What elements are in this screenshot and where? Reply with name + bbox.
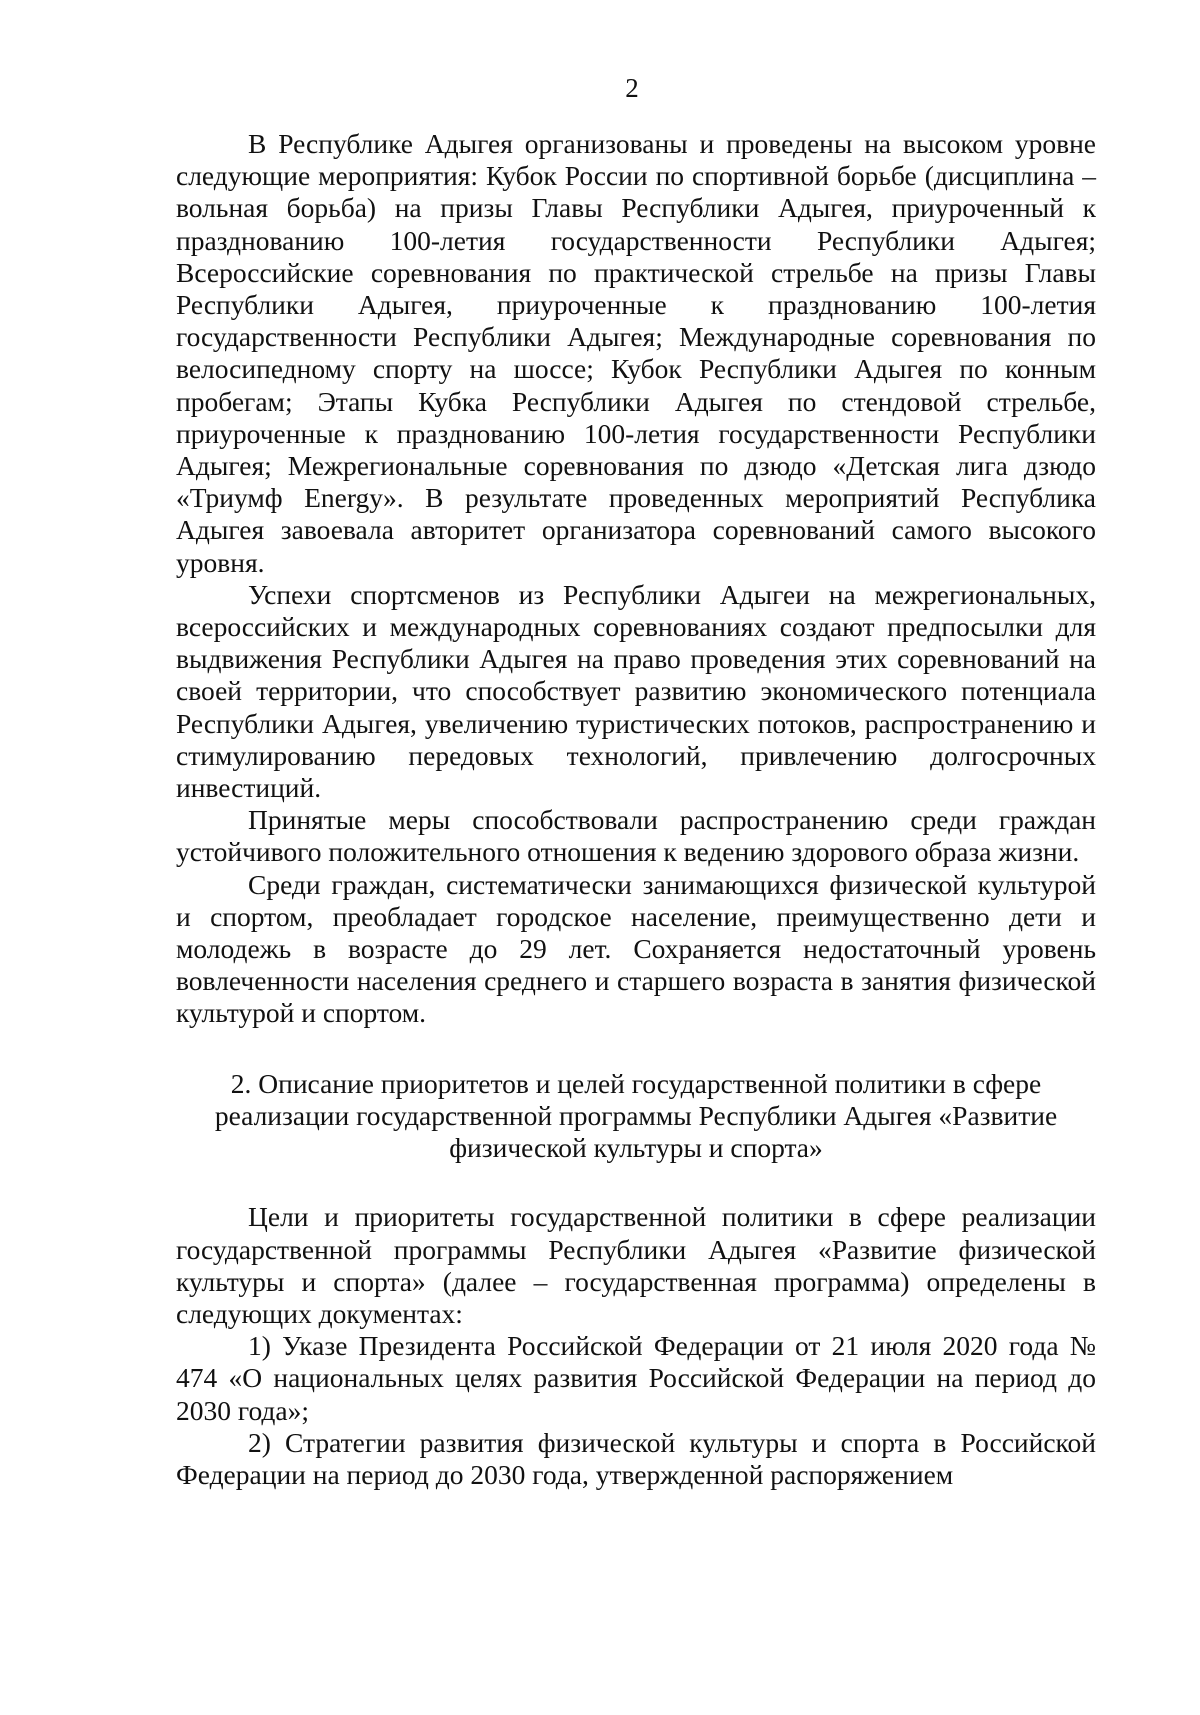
paragraph-goals-intro: Цели и приоритеты государственной политики в сфере реализации государственной программы Республики Адыгея «Развитие физической культуры и спорта» (далее – государственная программа) определены в следующих документах: [176, 1201, 1096, 1329]
document-list-item: 2) Стратегии развития физической культуры и спорта в Российской Федерации на период до 2030 года, утвержденной распоряжением [176, 1426, 1096, 1490]
paragraph-population: Среди граждан, систематически занимающихся физической культурой и спортом, преобладает городское население, преимущественно дети и молодежь в возрасте до 29 лет. Сохраняется недостаточный уровень вовлеченности населения среднего и старшего возраста в занятия физической культурой и спортом. [176, 868, 1096, 1029]
page-number: 2 [625, 73, 639, 103]
paragraph-athlete-success: Успехи спортсменов из Республики Адыгеи на межрегиональных, всероссийских и международных соревнованиях создают предпосылки для выдвижения Республики Адыгея на право проведения этих соревнований на своей территории, что способствует развитию экономического потенциала Республики Адыгея, увеличению туристических потоков, распространению и стимулированию передовых технологий, привлечению долгосрочных инвестиций. [176, 578, 1096, 804]
paragraph-events: В Республике Адыгея организованы и проведены на высоком уровне следующие мероприятия: Кубок России по спортивной борьбе (дисциплина – вольная борьба) на призы Главы Республики Адыгея, приуроченный к празднованию 100-летия государственности Республики Адыгея; Всероссийские соревнования по практической стрельбе на призы Главы Республики Адыгея, приуроченные к празднованию 100-летия государственности Республики Адыгея; Международные соревнования по велосипедному спорту на шоссе; Кубок Республики Адыгея по конным пробегам; Этапы Кубка Республики Адыгея по стендовой стрельбе, приуроченные к празднованию 100-летия государственности Республики Адыгея; Межрегиональные соревнования по дзюдо «Детская лига дзюдо «Триумф Energy». В результате проведенных мероприятий Республика Адыгея завоевала авторитет организатора соревнований самого высокого уровня. [176, 128, 1096, 578]
document-list-item: 1) Указе Президента Российской Федерации от 21 июля 2020 года № 474 «О национальных целях развития Российской Федерации на период до 2030 года»; [176, 1330, 1096, 1426]
section-heading [176, 1068, 1096, 1165]
paragraph-healthy-lifestyle: Принятые меры способствовали распространению среди граждан устойчивого положительного отношения к ведению здорового образа жизни. [176, 804, 1096, 868]
section-heading-line: реализации государственной программы Республики Адыгея «Развитие [214, 1099, 1058, 1131]
document-body [176, 128, 1096, 1491]
section-heading-line: 2. Описание приоритетов и целей государственной политики в сфере [230, 1067, 1042, 1099]
section-heading-line: физической культуры и спорта» [449, 1132, 823, 1164]
